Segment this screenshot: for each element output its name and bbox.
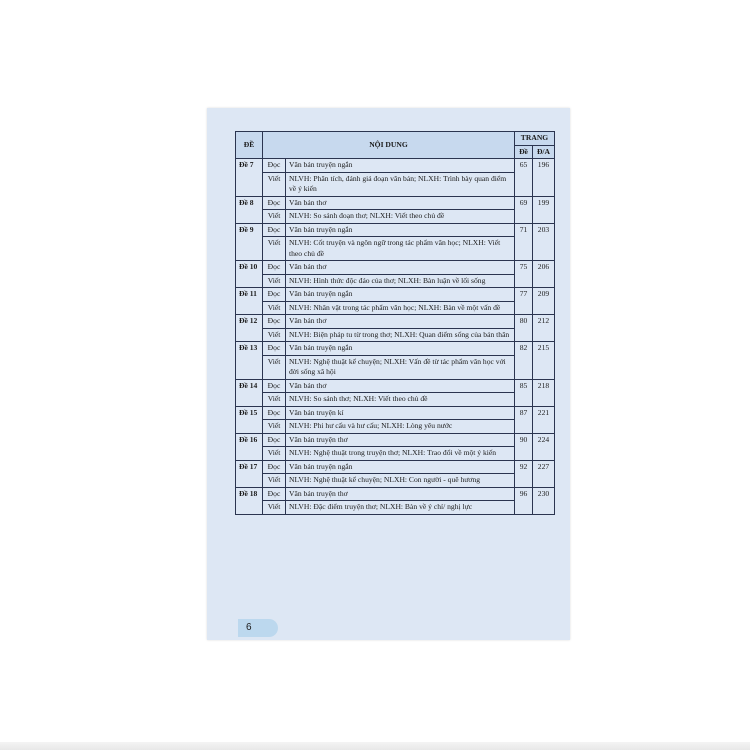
kind-cell: Đọc — [263, 159, 286, 173]
table-row — [236, 433, 555, 447]
table-row — [236, 379, 555, 393]
kind-cell: Đọc — [263, 460, 286, 474]
content-cell: NLVH: Nghệ thuật kể chuyện; NLXH: Con người - quê hương — [286, 474, 515, 488]
page-cell: 71 — [515, 223, 533, 261]
table-row — [236, 501, 555, 515]
kind-cell: Viết — [263, 301, 286, 315]
kind-cell: Viết — [263, 420, 286, 434]
kind-cell: Viết — [263, 393, 286, 407]
table-row — [236, 196, 555, 210]
kind-cell: Viết — [263, 237, 286, 261]
content-cell: Văn bản truyện ngắn — [286, 460, 515, 474]
page-cell: 85 — [515, 379, 533, 406]
de-cell: Đề 17 — [236, 460, 263, 487]
book-page — [207, 108, 570, 640]
content-cell: Văn bản truyện ngắn — [286, 223, 515, 237]
page-cell: 77 — [515, 288, 533, 315]
content-cell: Văn bản thơ — [286, 261, 515, 275]
table-row — [236, 487, 555, 501]
content-cell: Văn bản thơ — [286, 196, 515, 210]
answer-page-cell: 209 — [533, 288, 555, 315]
de-cell: Đề 18 — [236, 487, 263, 514]
kind-cell: Đọc — [263, 379, 286, 393]
table-row — [236, 342, 555, 356]
table-row — [236, 355, 555, 379]
table-row — [236, 406, 555, 420]
content-cell: NLVH: Phân tích, đánh giá đoạn văn bản; NLXH: Trình bày quan điểm về ý kiến — [286, 172, 515, 196]
page-cell: 90 — [515, 433, 533, 460]
content-cell: NLVH: Nhân vật trong tác phẩm văn học; NLXH: Bàn về một vấn đề — [286, 301, 515, 315]
table-row — [236, 328, 555, 342]
content-cell: Văn bản thơ — [286, 315, 515, 329]
table-row — [236, 420, 555, 434]
table-row — [236, 223, 555, 237]
kind-cell: Đọc — [263, 487, 286, 501]
kind-cell: Viết — [263, 274, 286, 288]
page-cell: 92 — [515, 460, 533, 487]
kind-cell: Đọc — [263, 315, 286, 329]
header-trang-de: Đề — [515, 145, 533, 159]
kind-cell: Đọc — [263, 406, 286, 420]
kind-cell: Đọc — [263, 433, 286, 447]
page-cell: 87 — [515, 406, 533, 433]
content-cell: NLVH: Cốt truyện và ngôn ngữ trong tác phẩm văn học; NLXH: Viết theo chủ đề — [286, 237, 515, 261]
table-row — [236, 288, 555, 302]
kind-cell: Viết — [263, 501, 286, 515]
kind-cell: Viết — [263, 172, 286, 196]
table-row — [236, 210, 555, 224]
answer-page-cell: 196 — [533, 159, 555, 197]
table-row — [236, 447, 555, 461]
content-cell: Văn bản truyện ngắn — [286, 159, 515, 173]
table-row — [236, 474, 555, 488]
de-cell: Đề 14 — [236, 379, 263, 406]
header-noi-dung: NỘI DUNG — [263, 132, 515, 159]
table-row — [236, 237, 555, 261]
page-cell: 82 — [515, 342, 533, 380]
content-cell: Văn bản truyện thơ — [286, 487, 515, 501]
content-cell: Văn bản truyện ngắn — [286, 342, 515, 356]
de-cell: Đề 16 — [236, 433, 263, 460]
kind-cell: Viết — [263, 355, 286, 379]
header-trang-da: Đ/A — [533, 145, 555, 159]
header-trang: TRANG — [515, 132, 555, 146]
table-header — [236, 132, 555, 159]
table-row — [236, 172, 555, 196]
content-cell: NLVH: Nghệ thuật trong truyện thơ; NLXH: Trao đổi về một ý kiến — [286, 447, 515, 461]
content-cell: Văn bản truyện kí — [286, 406, 515, 420]
content-cell: NLVH: So sánh đoạn thơ; NLXH: Viết theo chủ đề — [286, 210, 515, 224]
table-row — [236, 393, 555, 407]
page-cell: 75 — [515, 261, 533, 288]
content-cell: Văn bản truyện thơ — [286, 433, 515, 447]
header-de: ĐỀ — [236, 132, 263, 159]
content-cell: NLVH: So sánh thơ; NLXH: Viết theo chủ đề — [286, 393, 515, 407]
page-cell: 80 — [515, 315, 533, 342]
page-cell: 65 — [515, 159, 533, 197]
content-cell: Văn bản truyện ngắn — [286, 288, 515, 302]
page-cell: 96 — [515, 487, 533, 514]
table-body — [236, 159, 555, 515]
kind-cell: Đọc — [263, 261, 286, 275]
answer-page-cell: 227 — [533, 460, 555, 487]
kind-cell: Viết — [263, 210, 286, 224]
page-cell: 69 — [515, 196, 533, 223]
content-cell: NLVH: Đặc điểm truyện thơ; NLXH: Bàn về ý chí/ nghị lực — [286, 501, 515, 515]
page-number: 6 — [238, 619, 278, 637]
kind-cell: Viết — [263, 474, 286, 488]
table-row — [236, 301, 555, 315]
content-cell: NLVH: Phi hư cấu và hư cấu; NLXH: Lòng yêu nước — [286, 420, 515, 434]
kind-cell: Đọc — [263, 223, 286, 237]
bottom-divider — [0, 742, 750, 750]
table-row — [236, 460, 555, 474]
content-cell: NLVH: Hình thức độc đáo của thơ; NLXH: Bàn luận về lối sống — [286, 274, 515, 288]
answer-page-cell: 218 — [533, 379, 555, 406]
answer-page-cell: 215 — [533, 342, 555, 380]
kind-cell: Đọc — [263, 288, 286, 302]
de-cell: Đề 9 — [236, 223, 263, 261]
kind-cell: Viết — [263, 447, 286, 461]
de-cell: Đề 13 — [236, 342, 263, 380]
kind-cell: Viết — [263, 328, 286, 342]
de-cell: Đề 15 — [236, 406, 263, 433]
de-cell: Đề 7 — [236, 159, 263, 197]
content-cell: NLVH: Biện pháp tu từ trong thơ; NLXH: Quan điểm sống của bản thân — [286, 328, 515, 342]
table-row — [236, 315, 555, 329]
kind-cell: Đọc — [263, 196, 286, 210]
de-cell: Đề 10 — [236, 261, 263, 288]
table-row — [236, 274, 555, 288]
table-of-contents — [235, 131, 555, 515]
content-cell: NLVH: Nghệ thuật kể chuyện; NLXH: Vấn đề từ tác phẩm văn học với đời sống xã hội — [286, 355, 515, 379]
de-cell: Đề 8 — [236, 196, 263, 223]
answer-page-cell: 212 — [533, 315, 555, 342]
table-row — [236, 261, 555, 275]
table-row — [236, 159, 555, 173]
de-cell: Đề 11 — [236, 288, 263, 315]
answer-page-cell: 203 — [533, 223, 555, 261]
answer-page-cell: 224 — [533, 433, 555, 460]
kind-cell: Đọc — [263, 342, 286, 356]
answer-page-cell: 221 — [533, 406, 555, 433]
de-cell: Đề 12 — [236, 315, 263, 342]
answer-page-cell: 230 — [533, 487, 555, 514]
content-cell: Văn bản thơ — [286, 379, 515, 393]
answer-page-cell: 206 — [533, 261, 555, 288]
answer-page-cell: 199 — [533, 196, 555, 223]
